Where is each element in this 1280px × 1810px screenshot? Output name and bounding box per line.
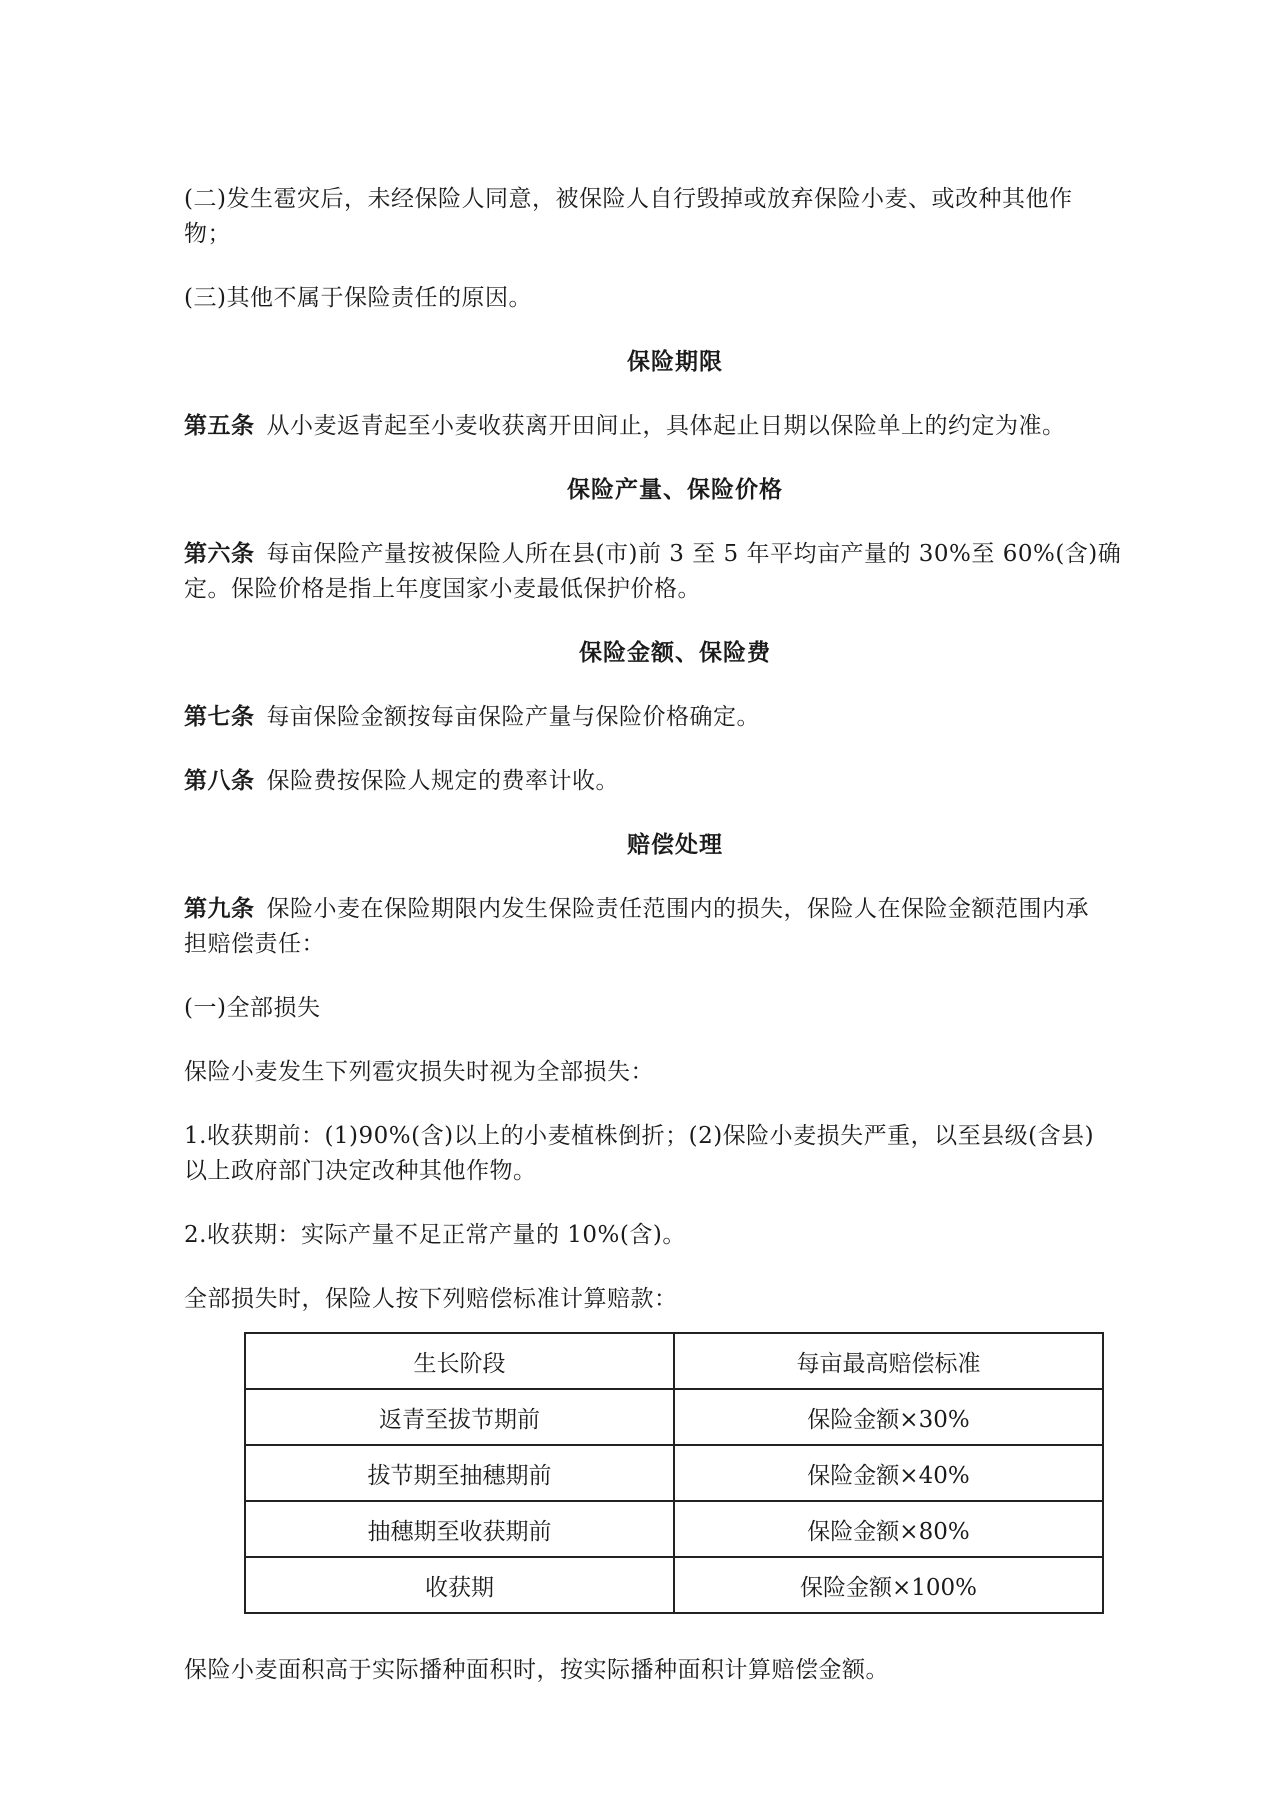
compensation-intro: 全部损失时，保险人按下列赔偿标准计算赔款： bbox=[184, 1286, 678, 1312]
table-row bbox=[245, 1501, 1103, 1557]
table-cell-stage: 返青至拔节期前 bbox=[245, 1389, 674, 1445]
article-5 bbox=[184, 409, 1066, 443]
exclusion-2-line2: 物； bbox=[184, 221, 231, 247]
article-8-label: 第八条 bbox=[184, 768, 255, 794]
article-9-text: 保险小麦在保险期限内发生保险责任范围内的损失，保险人在保险金额范围内承 bbox=[266, 896, 1089, 922]
total-loss-title: (一)全部损失 bbox=[184, 995, 321, 1021]
item-1-line1: 1.收获期前：(1)90%(含)以上的小麦植株倒折；(2)保险小麦损失严重，以至县级(含县) bbox=[184, 1123, 1095, 1149]
article-9-line1 bbox=[184, 892, 1089, 926]
article-8-text: 保险费按保险人规定的费率计收。 bbox=[266, 768, 619, 794]
table-cell-stage: 拔节期至抽穗期前 bbox=[245, 1445, 674, 1501]
article-7-text: 每亩保险金额按每亩保险产量与保险价格确定。 bbox=[266, 704, 760, 730]
table-row bbox=[245, 1445, 1103, 1501]
article-9-label: 第九条 bbox=[184, 896, 255, 922]
article-8 bbox=[184, 764, 619, 798]
exclusion-2-line1: (二)发生雹灾后，未经保险人同意，被保险人自行毁掉或放弃保险小麦、或改种其他作 bbox=[184, 186, 1073, 212]
article-7 bbox=[184, 700, 760, 734]
item-2: 2.收获期：实际产量不足正常产量的 10%(含)。 bbox=[184, 1222, 686, 1248]
area-note: 保险小麦面积高于实际播种面积时，按实际播种面积计算赔偿金额。 bbox=[184, 1657, 889, 1683]
table-cell-standard: 保险金额×40% bbox=[674, 1445, 1103, 1501]
compensation-table bbox=[244, 1332, 1104, 1614]
table-cell-stage: 抽穗期至收获期前 bbox=[245, 1501, 674, 1557]
heading-insurance-period: 保险期限 bbox=[627, 349, 723, 375]
article-5-label: 第五条 bbox=[184, 413, 255, 439]
total-loss-definition: 保险小麦发生下列雹灾损失时视为全部损失： bbox=[184, 1059, 654, 1085]
article-5-text: 从小麦返青起至小麦收获离开田间止，具体起止日期以保险单上的约定为准。 bbox=[266, 413, 1066, 439]
heading-claims: 赔偿处理 bbox=[627, 832, 723, 858]
article-6-text: 每亩保险产量按被保险人所在县(市)前 3 至 5 年平均亩产量的 30%至 60%(含)确 bbox=[266, 541, 1122, 567]
table-row bbox=[245, 1557, 1103, 1613]
table-cell-standard: 保险金额×80% bbox=[674, 1501, 1103, 1557]
table-cell-stage: 收获期 bbox=[245, 1557, 674, 1613]
article-6-line1 bbox=[184, 537, 1121, 571]
article-9-line2: 担赔偿责任： bbox=[184, 931, 325, 957]
heading-yield-price: 保险产量、保险价格 bbox=[567, 477, 783, 503]
table-cell-standard: 保险金额×30% bbox=[674, 1389, 1103, 1445]
table-cell-standard: 保险金额×100% bbox=[674, 1557, 1103, 1613]
article-6-line2: 定。保险价格是指上年度国家小麦最低保护价格。 bbox=[184, 576, 701, 602]
table-header-cell: 每亩最高赔偿标准 bbox=[674, 1333, 1103, 1389]
item-1-line2: 以上政府部门决定改种其他作物。 bbox=[184, 1158, 537, 1184]
table-row bbox=[245, 1389, 1103, 1445]
exclusion-3: (三)其他不属于保险责任的原因。 bbox=[184, 285, 532, 311]
table-header-row bbox=[245, 1333, 1103, 1389]
table-header-cell: 生长阶段 bbox=[245, 1333, 674, 1389]
article-6-label: 第六条 bbox=[184, 541, 255, 567]
article-7-label: 第七条 bbox=[184, 704, 255, 730]
heading-amount-premium: 保险金额、保险费 bbox=[579, 640, 771, 666]
